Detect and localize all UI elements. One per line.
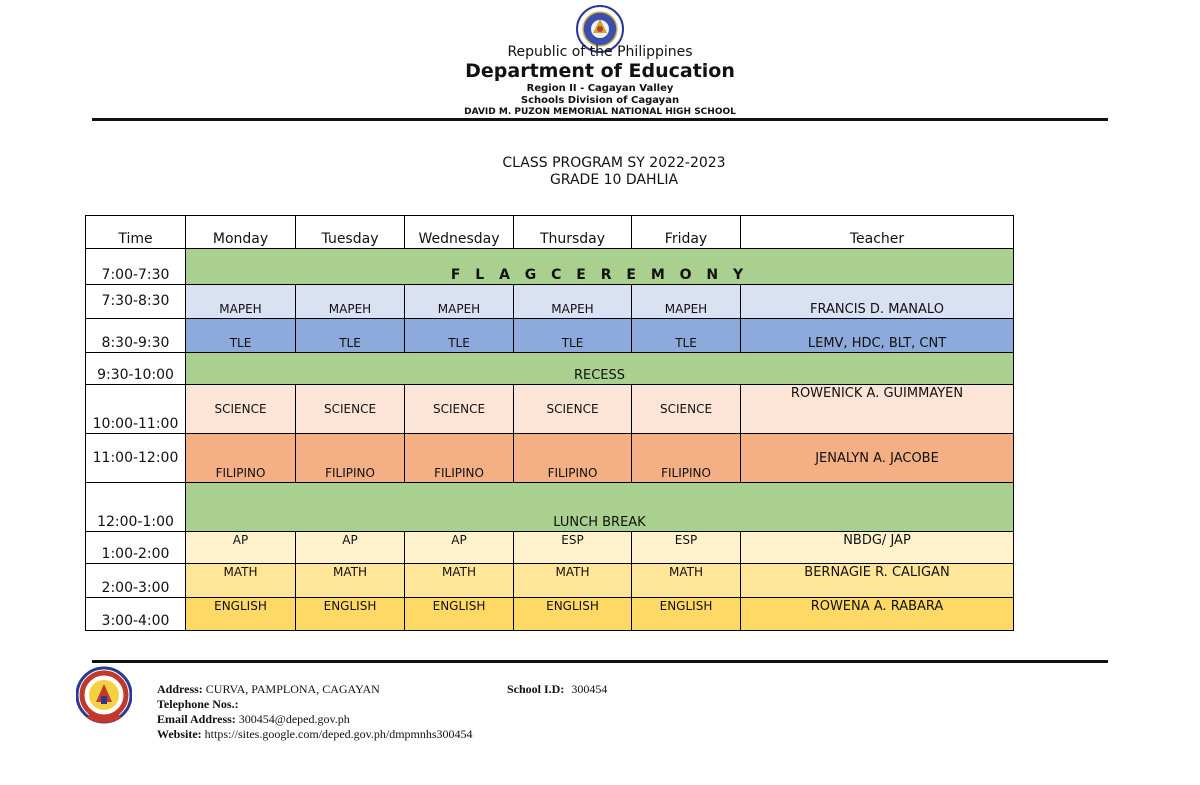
subject-cell-thursday-text: TLE (561, 336, 584, 350)
subject-cell-monday-text: MATH (223, 565, 258, 579)
header-thursday-text: Thursday (539, 231, 606, 247)
subject-cell-wednesday-text: SCIENCE (432, 401, 486, 416)
footer-telephone (157, 697, 239, 712)
time-cell-text: 7:30-8:30 (101, 293, 170, 309)
header-friday-text: Friday (664, 231, 708, 247)
subject-cell-tuesday (295, 531, 405, 564)
header-monday-text: Monday (212, 231, 269, 247)
header-time (85, 215, 186, 249)
subject-cell-thursday-text: FILIPINO (547, 466, 598, 480)
subject-cell-monday-text: AP (232, 533, 249, 547)
subject-cell-friday-text: TLE (675, 336, 697, 350)
subject-cell-wednesday (404, 318, 514, 353)
teacher-cell-text: LEMV, HDC, BLT, CNT (807, 336, 947, 351)
time-cell-text: 11:00-12:00 (92, 449, 179, 466)
subject-cell-friday (631, 284, 741, 319)
subject-cell-wednesday-text: ENGLISH (432, 599, 486, 613)
subject-cell-thursday-text: ENGLISH (546, 599, 599, 613)
subject-cell-wednesday (404, 531, 514, 564)
time-cell (85, 531, 186, 564)
time-cell-text: 1:00-2:00 (101, 546, 170, 562)
teacher-cell-text: BERNAGIE R. CALIGAN (804, 565, 950, 580)
footer-school-id (507, 682, 607, 697)
subject-cell-monday-text: MAPEH (219, 302, 262, 316)
footer-email (157, 712, 350, 727)
time-cell (85, 563, 186, 598)
subject-cell-monday-text: SCIENCE (214, 401, 267, 416)
header-monday (185, 215, 296, 249)
subject-cell-monday-text: ENGLISH (214, 599, 267, 613)
teacher-cell (740, 284, 1014, 319)
subject-cell-friday (631, 531, 741, 564)
footer-website-label: Website: (157, 727, 202, 741)
span-cell-text: F L A G C E R E M O N Y (450, 267, 749, 283)
subject-cell-friday (631, 384, 741, 434)
header-department: Department of Education (465, 60, 735, 82)
subject-cell-thursday (513, 563, 632, 598)
teacher-cell-text: ROWENICK A. GUIMMAYEN (790, 386, 964, 401)
subject-cell-thursday (513, 433, 632, 483)
time-cell-text: 7:00-7:30 (101, 267, 170, 283)
header-wednesday (404, 215, 514, 249)
time-cell-text: 9:30-10:00 (97, 367, 174, 383)
header-time-text: Time (118, 231, 153, 247)
subject-cell-tuesday (295, 318, 405, 353)
subject-cell-tuesday (295, 384, 405, 434)
subject-cell-monday (185, 597, 296, 631)
subject-cell-wednesday (404, 433, 514, 483)
teacher-cell-text: NBDG/ JAP (843, 533, 911, 548)
subject-cell-monday (185, 433, 296, 483)
teacher-cell (740, 318, 1014, 353)
teacher-cell (740, 597, 1014, 631)
footer-address-label: Address: (157, 682, 203, 696)
subject-cell-monday-text: TLE (229, 336, 252, 350)
subject-cell-tuesday-text: MATH (333, 565, 367, 579)
teacher-cell-text: JENALYN A. JACOBE (815, 450, 939, 466)
subject-cell-friday-text: MATH (669, 565, 703, 579)
footer-school-id-value: 300454 (571, 682, 608, 696)
teacher-cell-text: FRANCIS D. MANALO (810, 302, 944, 317)
subject-cell-thursday (513, 531, 632, 564)
teacher-cell-text: ROWENA A. RABARA (810, 599, 944, 614)
subject-cell-monday (185, 563, 296, 598)
footer-email-label: Email Address: (157, 712, 236, 726)
subject-cell-friday (631, 597, 741, 631)
footer-email-link[interactable]: 300454@deped.gov.ph (238, 712, 350, 726)
subject-cell-friday (631, 318, 741, 353)
subject-cell-thursday-text: MAPEH (551, 302, 594, 316)
program-title: CLASS PROGRAM SY 2022-2023 (502, 155, 726, 171)
subject-cell-thursday (513, 384, 632, 434)
time-cell (85, 248, 186, 285)
subject-cell-wednesday-text: AP (451, 533, 467, 547)
subject-cell-monday (185, 284, 296, 319)
footer-telephone-label: Telephone Nos.: (157, 697, 239, 711)
subject-cell-wednesday-text: TLE (448, 336, 470, 350)
footer-website-link[interactable]: https://sites.google.com/deped.gov.ph/dmpmnhs300454 (204, 727, 473, 741)
header-tuesday (295, 215, 405, 249)
footer-address (157, 682, 380, 697)
time-cell (85, 433, 186, 483)
teacher-cell (740, 384, 1014, 434)
time-cell (85, 352, 186, 385)
span-cell (185, 482, 1014, 532)
footer-website (157, 727, 473, 742)
subject-cell-tuesday (295, 563, 405, 598)
header-wednesday-text: Wednesday (418, 231, 500, 247)
subject-cell-monday (185, 531, 296, 564)
header-tuesday-text: Tuesday (321, 231, 379, 247)
teacher-cell (740, 563, 1014, 598)
time-cell-text: 3:00-4:00 (101, 613, 170, 629)
header-region: Region II - Cagayan Valley (526, 83, 674, 94)
subject-cell-wednesday (404, 597, 514, 631)
program-subtitle: GRADE 10 DAHLIA (549, 172, 679, 188)
subject-cell-friday-text: FILIPINO (661, 466, 711, 480)
header-teacher (740, 215, 1014, 249)
time-cell-text: 8:30-9:30 (101, 335, 170, 351)
subject-cell-monday-text: FILIPINO (215, 466, 266, 480)
subject-cell-friday-text: ENGLISH (659, 599, 713, 613)
subject-cell-wednesday (404, 384, 514, 434)
time-cell-text: 10:00-11:00 (92, 416, 179, 432)
header-republic: Republic of the Philippines (507, 44, 693, 60)
subject-cell-thursday (513, 597, 632, 631)
span-cell-text: RECESS (573, 368, 626, 383)
time-cell (85, 284, 186, 319)
subject-cell-tuesday-text: SCIENCE (323, 401, 377, 416)
time-cell (85, 597, 186, 631)
subject-cell-friday (631, 563, 741, 598)
footer-school-id-label: School I.D: (507, 682, 565, 696)
subject-cell-thursday-text: SCIENCE (546, 401, 599, 416)
time-cell (85, 318, 186, 353)
subject-cell-tuesday-text: MAPEH (328, 302, 372, 316)
subject-cell-wednesday-text: FILIPINO (434, 466, 484, 480)
subject-cell-thursday (513, 318, 632, 353)
subject-cell-tuesday-text: AP (342, 533, 358, 547)
teacher-cell (740, 433, 1014, 483)
span-cell-text: LUNCH BREAK (553, 515, 646, 530)
subject-cell-thursday-text: ESP (561, 533, 584, 547)
subject-cell-friday-text: MAPEH (664, 302, 708, 316)
span-cell (185, 248, 1014, 285)
subject-cell-wednesday-text: MAPEH (437, 302, 481, 316)
footer-address-value: CURVA, PAMPLONA, CAGAYAN (205, 682, 380, 696)
subject-cell-tuesday (295, 597, 405, 631)
subject-cell-monday (185, 384, 296, 434)
header-friday (631, 215, 741, 249)
subject-cell-friday (631, 433, 741, 483)
header-school: DAVID M. PUZON MEMORIAL NATIONAL HIGH SCHOOL (464, 107, 736, 117)
time-cell-text: 2:00-3:00 (101, 580, 170, 596)
subject-cell-tuesday (295, 433, 405, 483)
subject-cell-tuesday-text: TLE (339, 336, 361, 350)
header-divider (92, 118, 1108, 121)
subject-cell-tuesday (295, 284, 405, 319)
subject-cell-friday-text: SCIENCE (659, 401, 713, 416)
span-cell (185, 352, 1014, 385)
subject-cell-wednesday (404, 563, 514, 598)
school-logo-icon (76, 664, 132, 730)
subject-cell-tuesday-text: ENGLISH (323, 599, 377, 613)
subject-cell-wednesday (404, 284, 514, 319)
header-thursday (513, 215, 632, 249)
subject-cell-friday-text: ESP (674, 533, 698, 547)
footer-divider (92, 660, 1108, 663)
time-cell (85, 384, 186, 434)
header-teacher-text: Teacher (849, 231, 905, 247)
subject-cell-tuesday-text: FILIPINO (325, 466, 375, 480)
header-division: Schools Division of Cagayan (520, 95, 680, 106)
subject-cell-thursday-text: MATH (555, 565, 590, 579)
subject-cell-thursday (513, 284, 632, 319)
subject-cell-wednesday-text: MATH (442, 565, 476, 579)
subject-cell-monday (185, 318, 296, 353)
time-cell-text: 12:00-1:00 (97, 514, 174, 530)
class-schedule-table (85, 215, 1013, 630)
teacher-cell (740, 531, 1014, 564)
time-cell (85, 482, 186, 532)
